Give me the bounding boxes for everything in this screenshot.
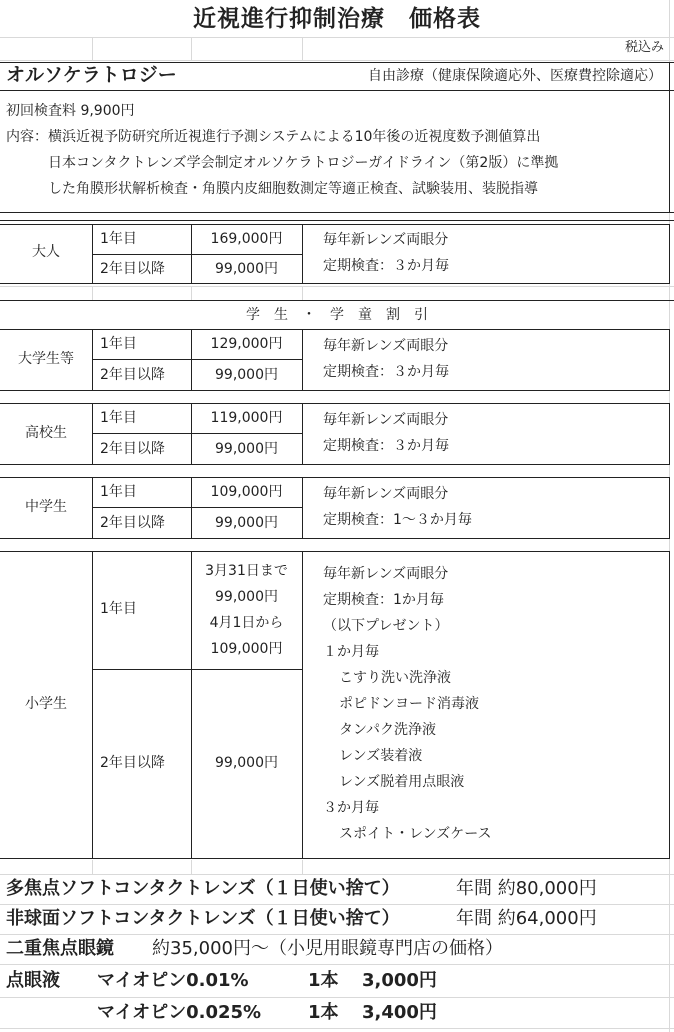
year-label: 1年目 bbox=[100, 601, 137, 617]
note-line: 定期検査：３か月毎 bbox=[323, 364, 449, 380]
eyedrop-name: マイオピン0.025% bbox=[97, 1002, 262, 1023]
product-price: 約35,000円～（小児用眼鏡専門店の価格） bbox=[152, 938, 503, 959]
eyedrop-qty: 1本 bbox=[308, 970, 339, 991]
product-name: 二重焦点眼鏡 bbox=[6, 938, 114, 959]
ortho-content-line: 内容：横浜近視予防研究所近視進行予測システムによる10年後の近視度数予測値算出 bbox=[6, 129, 541, 145]
price-cell: 99,000円 bbox=[215, 367, 278, 383]
page-title: 近視進行抑制治療 価格表 bbox=[193, 6, 481, 32]
ortho-category: 自由診療（健康保険適応外、医療費控除適応） bbox=[368, 68, 662, 84]
note-line: 定期検査：1か月毎 bbox=[323, 592, 444, 608]
price-cell: 99,000円 bbox=[215, 261, 278, 277]
price-cell: 4月1日から bbox=[209, 615, 284, 631]
note-line: ポピドンヨード消毒液 bbox=[339, 696, 479, 712]
note-line: レンズ脱着用点眼液 bbox=[339, 774, 465, 790]
note-line: レンズ装着液 bbox=[339, 748, 423, 764]
year-label: 1年目 bbox=[100, 336, 137, 352]
year-label: 1年目 bbox=[100, 484, 137, 500]
price-cell: 99,000円 bbox=[215, 515, 278, 531]
note-line: ３か月毎 bbox=[323, 800, 379, 816]
note-line: 定期検査：1～３か月毎 bbox=[323, 512, 472, 528]
product-name: 非球面ソフトコンタクトレンズ（１日使い捨て） bbox=[6, 908, 400, 929]
price-cell: 109,000円 bbox=[210, 641, 283, 657]
ortho-first-exam: 初回検査料 9,900円 bbox=[6, 103, 135, 119]
price-cell: 169,000円 bbox=[210, 231, 283, 247]
eyedrop-price: 3,000円 bbox=[362, 970, 437, 991]
price-cell: 119,000円 bbox=[210, 410, 283, 426]
price-cell: 99,000円 bbox=[215, 589, 278, 605]
note-line: １か月毎 bbox=[323, 644, 379, 660]
year-label: 1年目 bbox=[100, 410, 137, 426]
category-label-adult: 大人 bbox=[32, 244, 60, 260]
note-line: こすり洗い洗浄液 bbox=[339, 670, 451, 686]
note-line: タンパク洗浄液 bbox=[339, 722, 437, 738]
note-line: （以下プレゼント） bbox=[323, 618, 449, 634]
price-cell: 129,000円 bbox=[210, 336, 283, 352]
year-label: 1年目 bbox=[100, 231, 137, 247]
product-price: 年間 約64,000円 bbox=[456, 908, 597, 929]
price-cell: 3月31日まで bbox=[205, 563, 288, 579]
tax-note: 税込み bbox=[624, 40, 664, 55]
note-line: 毎年新レンズ両眼分 bbox=[323, 566, 449, 582]
product-name: 多焦点ソフトコンタクトレンズ（１日使い捨て） bbox=[6, 878, 400, 899]
product-price: 年間 約80,000円 bbox=[456, 878, 597, 899]
note-line: 定期検査：３か月毎 bbox=[323, 438, 449, 454]
note-line: 毎年新レンズ両眼分 bbox=[323, 486, 449, 502]
year-label: 2年目以降 bbox=[100, 441, 165, 457]
note-line: 定期検査：３か月毎 bbox=[323, 258, 449, 274]
year-label: 2年目以降 bbox=[100, 367, 165, 383]
eyedrop-price: 3,400円 bbox=[362, 1002, 437, 1023]
category-label-middle-school: 中学生 bbox=[25, 499, 67, 515]
ortho-content-line: 日本コンタクトレンズ学会制定オルソケラトロジーガイドライン（第2版）に準拠 bbox=[48, 155, 559, 171]
note-line: 毎年新レンズ両眼分 bbox=[323, 232, 449, 248]
category-label-university: 大学生等 bbox=[18, 351, 74, 367]
discount-heading: 学 生 ・ 学 童 割 引 bbox=[246, 307, 428, 323]
price-cell: 99,000円 bbox=[215, 441, 278, 457]
note-line: 毎年新レンズ両眼分 bbox=[323, 338, 449, 354]
price-cell: 99,000円 bbox=[215, 755, 278, 771]
note-line: 毎年新レンズ両眼分 bbox=[323, 412, 449, 428]
eyedrops-label: 点眼液 bbox=[6, 970, 60, 991]
ortho-content-line: した角膜形状解析検査・角膜内皮細胞数測定等適正検査、試験装用、装脱指導 bbox=[48, 181, 538, 197]
year-label: 2年目以降 bbox=[100, 755, 165, 771]
year-label: 2年目以降 bbox=[100, 261, 165, 277]
category-label-high-school: 高校生 bbox=[25, 425, 67, 441]
price-cell: 109,000円 bbox=[210, 484, 283, 500]
eyedrop-qty: 1本 bbox=[308, 1002, 339, 1023]
category-label-elementary: 小学生 bbox=[25, 696, 67, 712]
eyedrop-name: マイオピン0.01% bbox=[97, 970, 249, 991]
ortho-name: オルソケラトロジー bbox=[6, 64, 177, 86]
year-label: 2年目以降 bbox=[100, 515, 165, 531]
note-line: スポイト・レンズケース bbox=[339, 826, 492, 842]
